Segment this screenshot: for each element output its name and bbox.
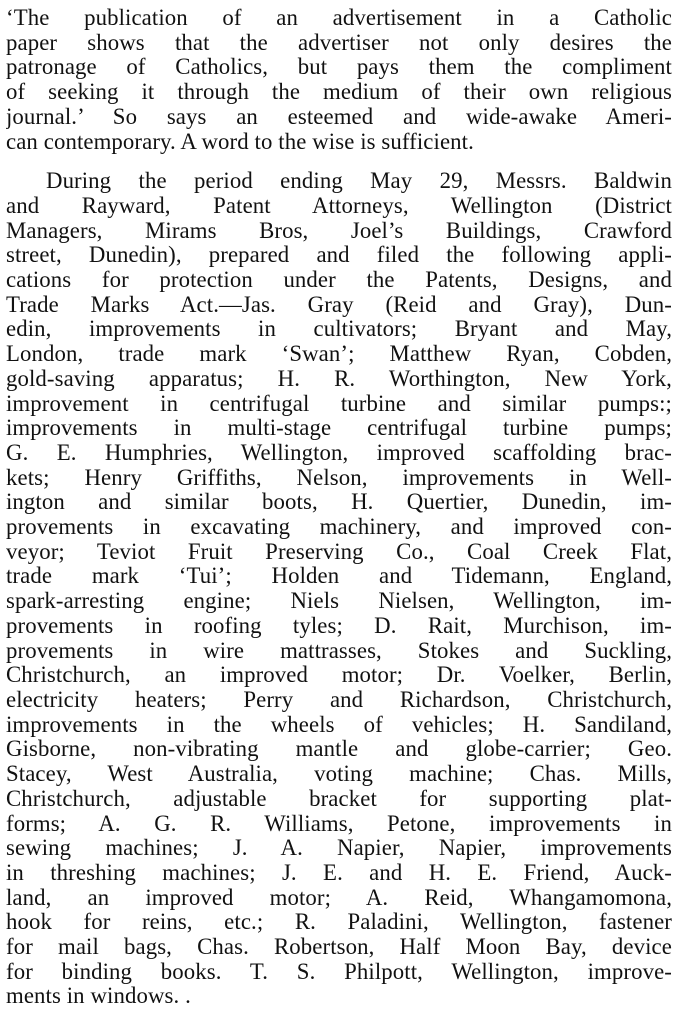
text-line: patronage of Catholics, but pays them the compliment xyxy=(6,55,672,80)
text-line: London, trade mark ‘Swan’; Matthew Ryan, Cobden, xyxy=(6,342,672,367)
text-line: Christchurch, an improved motor; Dr. Voelker, Berlin, xyxy=(6,663,672,688)
text-line: cations for protection under the Patents, Designs, and xyxy=(6,268,672,293)
text-line: provements in excavating machinery, and improved con- xyxy=(6,515,672,540)
paragraph-advertising-quote xyxy=(6,6,672,154)
text-line: and Rayward, Patent Attorneys, Wellington (District xyxy=(6,193,672,218)
text-line: Gisborne, non-vibrating mantle and globe-carrier; Geo. xyxy=(6,737,672,762)
text-line: ments in windows. . xyxy=(6,984,191,1009)
text-line: trade mark ‘Tui’; Holden and Tidemann, England, xyxy=(6,564,672,589)
text-line: for binding books. T. S. Philpott, Wellington, improve- xyxy=(6,959,672,984)
text-line: ington and similar boots, H. Quertier, Dunedin, im- xyxy=(6,490,672,515)
text-line: journal.’ So says an esteemed and wide-awake Ameri- xyxy=(6,104,672,129)
text-line: can contemporary. A word to the wise is sufficient. xyxy=(6,129,474,154)
text-line: spark-arresting engine; Niels Nielsen, Wellington, im- xyxy=(6,589,672,614)
paragraph-patent-applications xyxy=(6,169,672,1009)
text-line: electricity heaters; Perry and Richardson, Christchurch, xyxy=(6,687,672,712)
text-line: veyor; Teviot Fruit Preserving Co., Coal Creek Flat, xyxy=(6,539,672,564)
text-line: ‘The publication of an advertisement in a Catholic xyxy=(6,6,672,30)
text-line: for mail bags, Chas. Robertson, Half Moon Bay, device xyxy=(6,935,672,960)
text-line: Trade Marks Act.—Jas. Gray (Reid and Gray), Dun- xyxy=(6,292,672,317)
text-line: edin, improvements in cultivators; Bryant and May, xyxy=(6,317,672,342)
text-line: hook for reins, etc.; R. Paladini, Wellington, fastener xyxy=(6,910,672,935)
text-line: improvements in multi-stage centrifugal turbine pumps; xyxy=(6,416,672,441)
text-line: During the period ending May 29, Messrs. Baldwin xyxy=(46,169,672,194)
text-line: in threshing machines; J. E. and H. E. Friend, Auck- xyxy=(6,860,672,885)
text-line: sewing machines; J. A. Napier, Napier, improvements xyxy=(6,836,672,861)
text-line: provements in roofing tyles; D. Rait, Murchison, im- xyxy=(6,613,672,638)
text-line: G. E. Humphries, Wellington, improved scaffolding brac- xyxy=(6,440,672,465)
text-line: of seeking it through the medium of their own religious xyxy=(6,80,672,105)
text-line: Managers, Mirams Bros, Joel’s Buildings, Crawford xyxy=(6,218,672,243)
text-line: paper shows that the advertiser not only desires the xyxy=(6,30,672,55)
text-line: gold-saving apparatus; H. R. Worthington, New York, xyxy=(6,366,672,391)
text-line: kets; Henry Griffiths, Nelson, improvements in Well- xyxy=(6,465,672,490)
newspaper-clipping xyxy=(6,6,672,1009)
text-line: forms; A. G. R. Williams, Petone, improvements in xyxy=(6,811,672,836)
text-line: Christchurch, adjustable bracket for supporting plat- xyxy=(6,786,672,811)
text-line: improvements in the wheels of vehicles; H. Sandiland, xyxy=(6,712,672,737)
text-line: street, Dunedin), prepared and filed the following appli- xyxy=(6,243,672,268)
text-line: provements in wire mattrasses, Stokes and Suckling, xyxy=(6,638,672,663)
text-line: improvement in centrifugal turbine and similar pumps:; xyxy=(6,391,672,416)
text-line: land, an improved motor; A. Reid, Whangamomona, xyxy=(6,885,672,910)
text-line: Stacey, West Australia, voting machine; Chas. Mills, xyxy=(6,762,672,787)
